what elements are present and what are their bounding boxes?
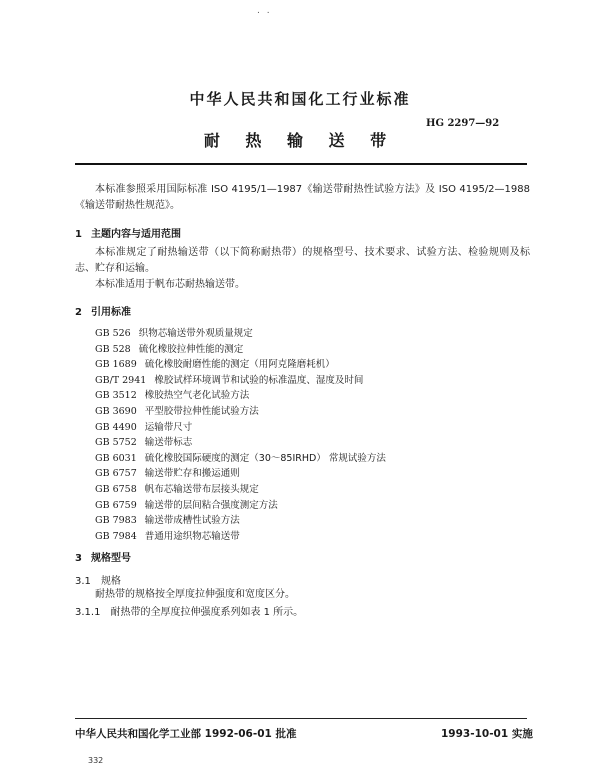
reference-title: 输送带贮存和搬运通则 [144,468,240,480]
reference-title: 输送带成槽性试验方法 [144,515,240,527]
page-number: 332 [88,756,104,765]
subsection-3-1-text: 耐热带的规格按全厚度拉伸强度和宽度区分。 [95,589,295,600]
section-1-paragraph-2: 本标准适用于帆布芯耐热输送带。 [95,279,245,290]
reference-title: 硫化橡胶拉伸性能的测定 [138,343,244,355]
section-3-heading [75,549,131,564]
reference-item [95,481,386,497]
reference-item [95,341,386,357]
document-title: 耐 热 输 送 带 [203,131,397,150]
reference-code: GB 7984 [95,530,137,542]
footer-rule [75,718,527,719]
reference-item [95,325,386,341]
reference-item [95,403,386,419]
section-title: 主题内容与适用范围 [91,229,181,240]
subsection-number: 3.1.1 [75,607,101,618]
reference-item [95,465,386,481]
reference-item [95,512,386,528]
effective-date: 1993-10-01 实施 [441,728,533,740]
reference-item [95,356,386,372]
reference-code: GB 6758 [95,483,137,495]
reference-title: 硫化橡胶耐磨性能的测定（用阿克隆磨耗机） [144,359,335,371]
subsection-title: 规格 [100,576,121,587]
reference-item [95,434,386,450]
reference-code: GB 1689 [95,359,137,371]
reference-code: GB 528 [95,343,131,355]
subsection-text: 耐热带的全厚度拉伸强度系列如表 1 所示。 [110,607,304,618]
reference-code: GB 6759 [95,499,137,511]
issued-by: 中华人民共和国化学工业部 1992-06-01 批准 [75,728,297,740]
reference-title: 普通用途织物芯输送带 [144,530,240,542]
reference-item [95,387,386,403]
section-number: 3 [75,553,82,564]
intro-paragraph: 本标准参照采用国际标准 ISO 4195/1—1987《输送带耐热性试验方法》及 ISO 4195/2—1988《输送带耐热性规范》。 [75,184,530,211]
reference-code: GB 3690 [95,405,137,417]
header-rule [75,163,527,165]
reference-code: GB 3512 [95,390,137,402]
reference-item [95,528,386,544]
section-title: 引用标准 [91,307,131,318]
reference-title: 运输带尺寸 [144,421,193,433]
reference-item [95,419,386,435]
reference-code: GB 5752 [95,437,137,449]
reference-list [95,325,386,543]
reference-title: 橡胶热空气老化试验方法 [144,390,250,402]
reference-title: 织物芯输送带外观质量规定 [138,328,253,339]
reference-title: 帆布芯输送带布层接头规定 [144,483,259,495]
subsection-3-1-1 [75,603,303,618]
reference-title: 输送带的层间粘合强度测定方法 [144,499,278,511]
reference-code: GB 7983 [95,515,137,527]
section-1-heading [75,225,181,240]
section-2-heading [75,303,131,318]
reference-code: GB 6031 [95,452,137,464]
top-marks: . . [257,6,272,16]
section-title: 规格型号 [91,553,131,564]
reference-code: GB 4490 [95,421,137,433]
reference-item [95,497,386,513]
reference-title: 平型胶带拉伸性能试验方法 [144,405,259,417]
standard-code: HG 2297—92 [426,118,500,129]
reference-title: 硫化橡胶国际硬度的测定（30～85IRHD） 常规试验方法 [144,452,386,464]
reference-code: GB 526 [95,328,131,339]
org-standard-title: 中华人民共和国化工行业标准 [189,90,411,108]
section-number: 2 [75,307,82,318]
section-number: 1 [75,229,82,240]
reference-item [95,450,386,466]
section-1-paragraph-1: 本标准规定了耐热输送带（以下简称耐热带）的规格型号、技术要求、试验方法、检验规则及标志、贮存和运输。 [75,247,530,274]
reference-item [95,372,386,388]
subsection-number: 3.1 [75,576,91,587]
reference-title: 输送带标志 [144,437,193,449]
reference-title: 橡胶试样环境调节和试验的标准温度、湿度及时间 [154,374,364,386]
reference-code: GB 6757 [95,468,137,480]
reference-code: GB/T 2941 [95,374,147,386]
subsection-3-1-heading [75,572,121,587]
